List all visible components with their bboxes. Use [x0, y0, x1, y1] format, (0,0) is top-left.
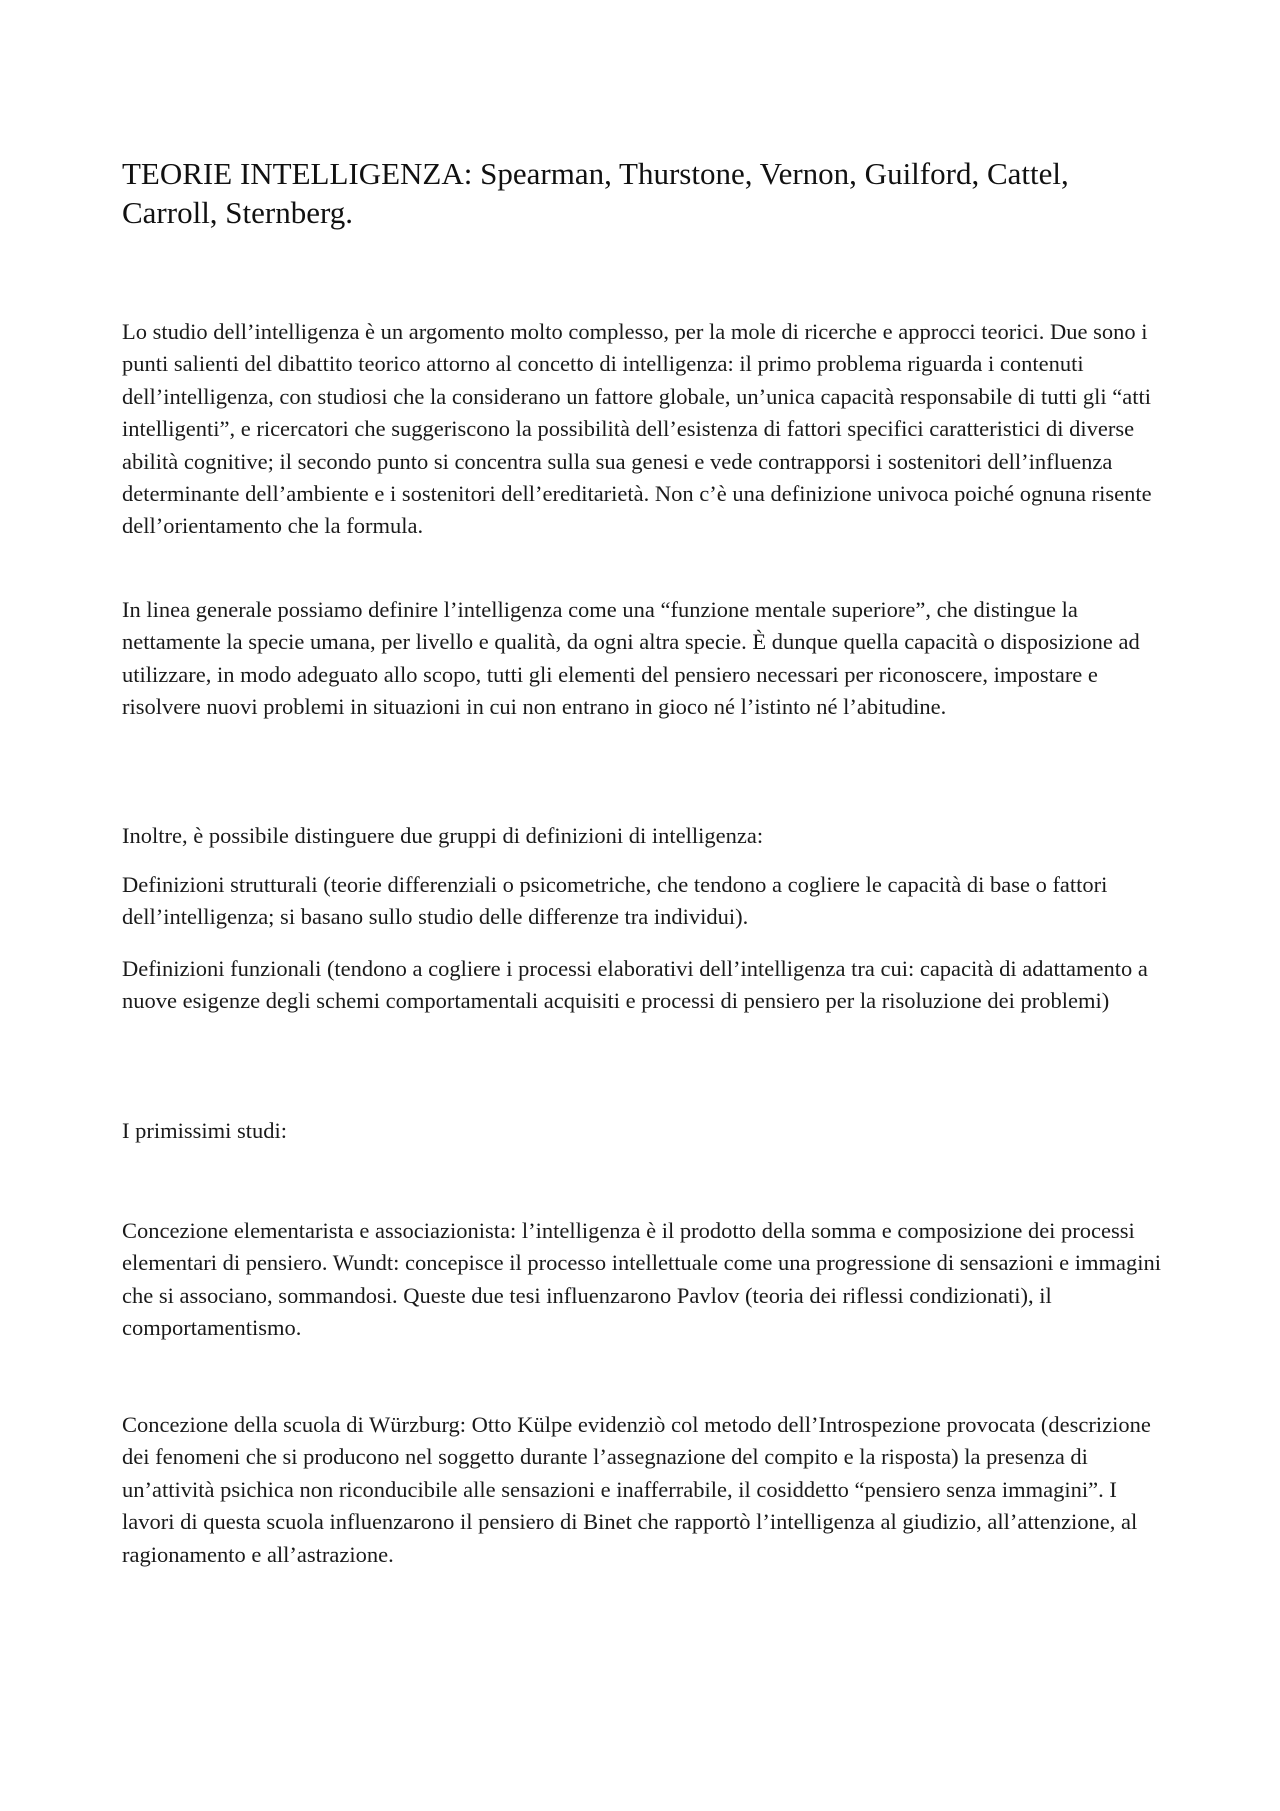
paragraph-structural-definitions: Definizioni strutturali (teorie differenziali o psicometriche, che tendono a cogliere le capacità di base o fattori dell’intelligenza; si basano sullo studio delle differenze tra individui). [122, 872, 1108, 930]
paragraph-functional-definitions: Definizioni funzionali (tendono a cogliere i processi elaborativi dell’intelligenza tra cui: capacità di adattamento a nuove esigenze degli schemi comportamentali acquisiti e processi di pensiero per la risoluzione dei problemi) [122, 956, 1148, 1014]
paragraph-wurzburg-school: Concezione della scuola di Würzburg: Otto Külpe evidenziò col metodo dell’Introspezione provocata (descrizione dei fenomeni che si producono nel soggetto durante l’assegnazione del compito e la risposta) la presenza di un’attività psichica non riconducibile alle sensazioni e inafferrabile, il cosiddetto “pensiero senza immagini”. I lavori di questa scuola influenzarono il pensiero di Binet che rapportò l’intelligenza al giudizio, all’attenzione, al ragionamento e all’astrazione. [122, 1412, 1151, 1567]
paragraph-general-definition: In linea generale possiamo definire l’intelligenza come una “funzione mentale superiore”, che distingue la nettamente la specie umana, per livello e qualità, da ogni altra specie. È dunque quella capacità o disposizione ad utilizzare, in modo adeguato allo scopo, tutti gli elementi del pensiero necessari per riconoscere, impostare e risolvere nuovi problemi in situazioni in cui non entrano in gioco né l’istinto né l’abitudine. [122, 597, 1140, 720]
paragraph-early-studies: I primissimi studi: [122, 1118, 288, 1143]
paragraph-elementarist-conception: Concezione elementarista e associazionista: l’intelligenza è il prodotto della somma e composizione dei processi elementari di pensiero. Wundt: concepisce il processo intellettuale come una progressione di sensazioni e immagini che si associano, sommandosi. Queste due tesi influenzarono Pavlov (teoria dei riflessi condizionati), il comportamentismo. [122, 1218, 1161, 1341]
paragraph-intro: Lo studio dell’intelligenza è un argomento molto complesso, per la mole di ricerche e approcci teorici. Due sono i punti salienti del dibattito teorico attorno al concetto di intelligenza: il primo problema riguarda i contenuti dell’intelligenza, con studiosi che la considerano un fattore globale, un’unica capacità responsabile di tutti gli “atti intelligenti”, e ricercatori che suggeriscono la possibilità dell’esistenza di fattori specifici caratteristici di diverse abilità cognitive; il secondo punto si concentra sulla sua genesi e vede contrapporsi i sostenitori dell’influenza determinante dell’ambiente e i sostenitori dell’ereditarietà. Non c’è una definizione univoca poiché ognuna risente dell’orientamento che la formula. [122, 319, 1152, 539]
paragraph-definition-groups: Inoltre, è possibile distinguere due gruppi di definizioni di intelligenza: [122, 823, 764, 848]
document-title: TEORIE INTELLIGENZA: Spearman, Thurstone, Vernon, Guilford, Cattel, Carroll, Sternberg. [122, 156, 1069, 230]
